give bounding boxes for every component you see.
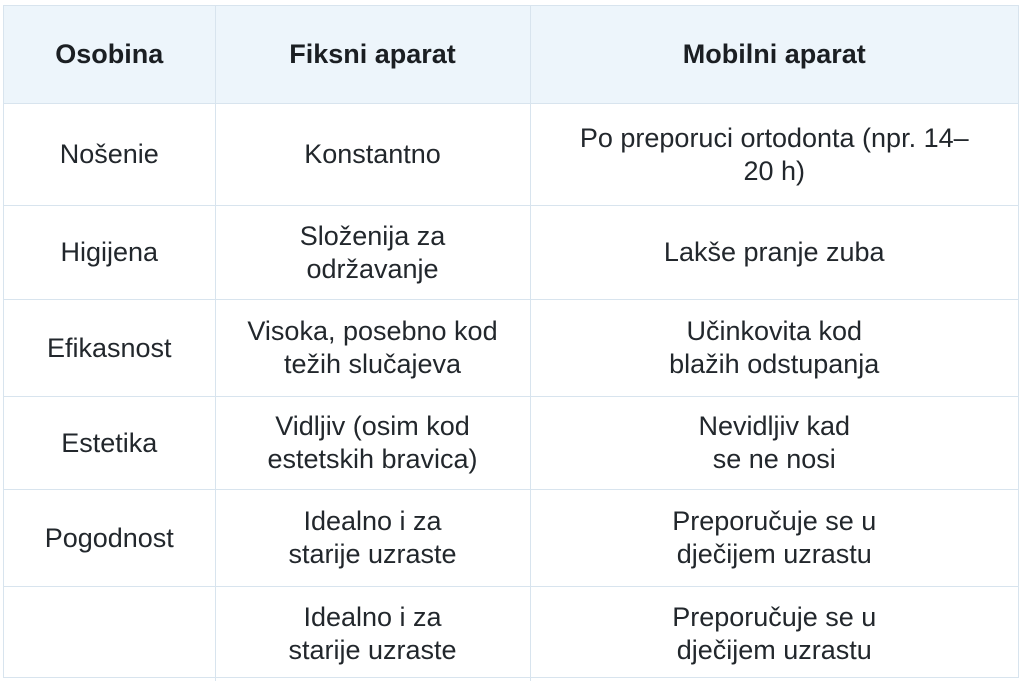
comparison-table-container	[3, 5, 1019, 678]
cell-fiksni: Idealno i za starije uzraste	[215, 587, 530, 682]
cell-fiksni: Složenija za održavanje	[215, 206, 530, 300]
cell-fiksni: Konstantno	[215, 104, 530, 206]
cell-mobilni: Po preporuci ortodonta (npr. 14–20 h)	[530, 104, 1018, 206]
table-row	[4, 490, 1018, 587]
cell-osobina: Efikasnost	[4, 300, 215, 397]
table-row	[4, 104, 1018, 206]
header-fiksni-aparat: Fiksni aparat	[215, 6, 530, 104]
cell-mobilni: Preporučuje se u dječijem uzrastu	[530, 490, 1018, 587]
table-body	[4, 104, 1018, 682]
header-osobina: Osobina	[4, 6, 215, 104]
table-row	[4, 397, 1018, 490]
cell-mobilni: Lakše pranje zuba	[530, 206, 1018, 300]
cell-osobina: Higijena	[4, 206, 215, 300]
cell-osobina	[4, 587, 215, 682]
cell-mobilni: Nevidljiv kad se ne nosi	[530, 397, 1018, 490]
table-row	[4, 206, 1018, 300]
header-row	[4, 6, 1018, 104]
header-mobilni-aparat: Mobilni aparat	[530, 6, 1018, 104]
table-row	[4, 587, 1018, 682]
cell-osobina: Estetika	[4, 397, 215, 490]
cell-mobilni: Učinkovita kod blažih odstupanja	[530, 300, 1018, 397]
cell-osobina: Pogodnost	[4, 490, 215, 587]
table-row	[4, 300, 1018, 397]
cell-fiksni: Vidljiv (osim kod estetskih bravica)	[215, 397, 530, 490]
comparison-table	[4, 6, 1018, 681]
table-header	[4, 6, 1018, 104]
cell-mobilni: Preporučuje se u dječijem uzrastu	[672, 602, 877, 665]
cell-fiksni: Visoka, posebno kod težih slučajeva	[215, 300, 530, 397]
cell-fiksni: Idealno i za starije uzraste	[215, 490, 530, 587]
cell-osobina: Nošenie	[4, 104, 215, 206]
